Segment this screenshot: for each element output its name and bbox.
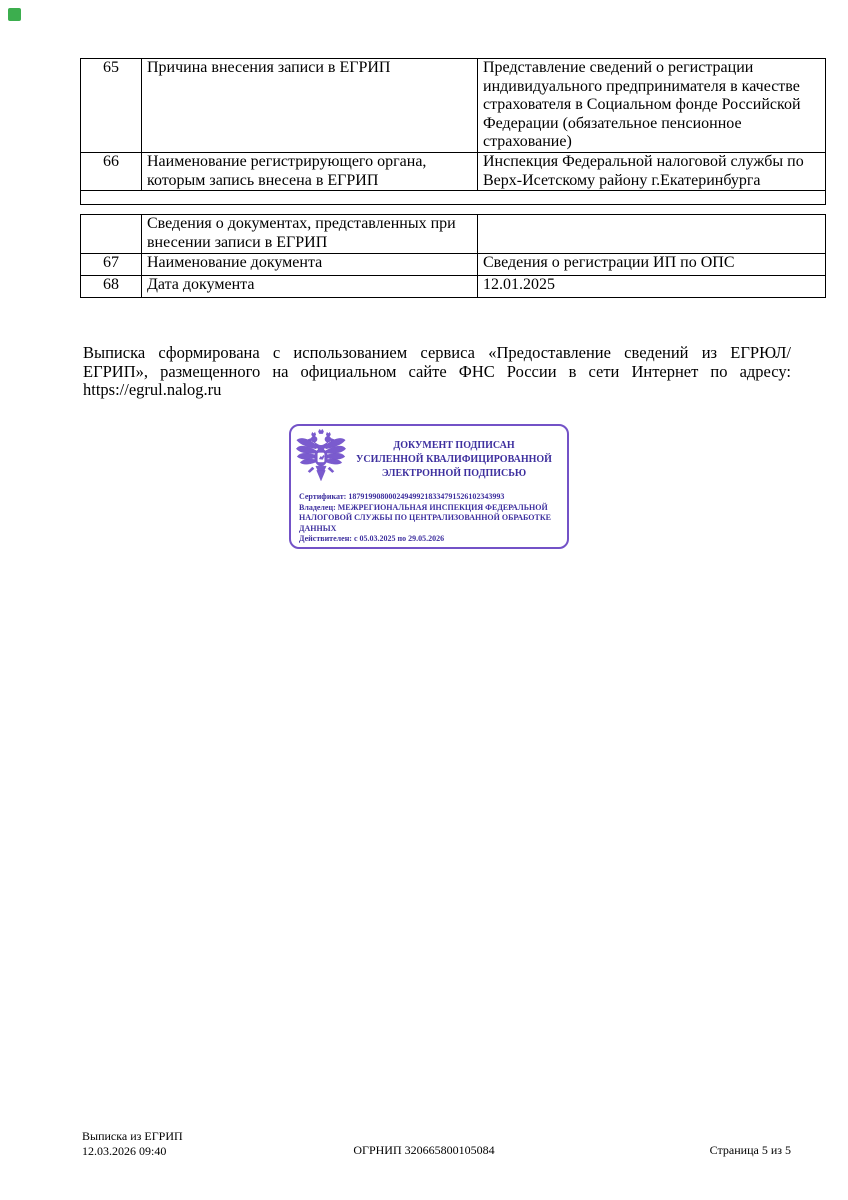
validity-label: Действителен: xyxy=(299,534,352,543)
validity-dates: с 05.03.2025 по 29.05.2026 xyxy=(353,534,445,543)
table-row xyxy=(81,276,826,298)
green-marker xyxy=(8,8,21,21)
owner-name: МЕЖРЕГИОНАЛЬНАЯ ИНСПЕКЦИЯ ФЕДЕРАЛЬНОЙ НАЛОГОВОЙ СЛУЖБЫ ПО ЦЕНТРАЛИЗОВАННОЙ ОБРАБОТКЕ ДАННЫХ xyxy=(299,502,551,533)
owner-label: Владелец: xyxy=(299,502,336,512)
row-number: 68 xyxy=(81,276,142,298)
footer-datetime: 12.03.2026 09:40 xyxy=(82,1143,167,1158)
certificate-label: Сертификат: xyxy=(299,492,347,501)
owner-line xyxy=(299,503,561,535)
coat-of-arms-icon xyxy=(295,428,347,491)
row-value: Инспекция Федеральной налоговой службы по Верх-Исетскому району г.Екатеринбурга xyxy=(478,153,826,191)
section-header-row xyxy=(81,215,826,254)
row-number: 65 xyxy=(81,59,142,153)
table-row xyxy=(81,59,826,153)
footer-ogrnip: ОГРНИП 320665800105084 xyxy=(353,1143,495,1157)
stamp-header xyxy=(293,428,565,491)
validity-line xyxy=(299,534,561,545)
stamp-title-line: ДОКУМЕНТ ПОДПИСАН xyxy=(393,439,515,451)
row-number: 66 xyxy=(81,153,142,191)
stamp-title-line: ЭЛЕКТРОННОЙ ПОДПИСЬЮ xyxy=(381,467,527,479)
row-label: Дата документа xyxy=(142,276,478,298)
separator-row xyxy=(81,191,826,205)
record-table-section-2 xyxy=(80,214,826,298)
table-row xyxy=(81,153,826,191)
footer-page-number: Страница 5 из 5 xyxy=(709,1143,791,1157)
service-note-paragraph: Выписка сформирована с использованием сервиса «Предоставление сведений из ЕГРЮЛ/ЕГРИП», размещенного на официальном сайте ФНС России в сети Интернет по адресу: https://egrul.nalog.ru xyxy=(83,343,791,400)
electronic-signature-stamp xyxy=(289,424,569,549)
registry-record-tables xyxy=(80,58,804,298)
footer-doc-type: Выписка из ЕГРИП xyxy=(82,1129,183,1143)
table-row xyxy=(81,254,826,276)
certificate-line xyxy=(299,492,561,503)
row-number: 67 xyxy=(81,254,142,276)
record-table-section-1 xyxy=(80,58,826,205)
certificate-number: 187919908000249499218334791526102343993 xyxy=(348,492,505,501)
section-header-label: Сведения о документах, представленных при внесении записи в ЕГРИП xyxy=(142,215,478,254)
stamp-details xyxy=(299,492,561,545)
stamp-title-line: УСИЛЕННОЙ КВАЛИФИЦИРОВАННОЙ xyxy=(356,453,552,465)
row-value: Сведения о регистрации ИП по ОПС xyxy=(478,254,826,276)
row-value: 12.01.2025 xyxy=(478,276,826,298)
stamp-title xyxy=(347,439,565,481)
empty-cell xyxy=(478,215,826,254)
row-label: Причина внесения записи в ЕГРИП xyxy=(142,59,478,153)
row-label: Наименование документа xyxy=(142,254,478,276)
empty-cell xyxy=(81,191,826,205)
row-value: Представление сведений о регистрации индивидуального предпринимателя в качестве страхователя в Социальном фонде Российской Федерации (обязательное пенсионное страхование) xyxy=(478,59,826,153)
row-label: Наименование регистрирующего органа, которым запись внесена в ЕГРИП xyxy=(142,153,478,191)
empty-cell xyxy=(81,215,142,254)
